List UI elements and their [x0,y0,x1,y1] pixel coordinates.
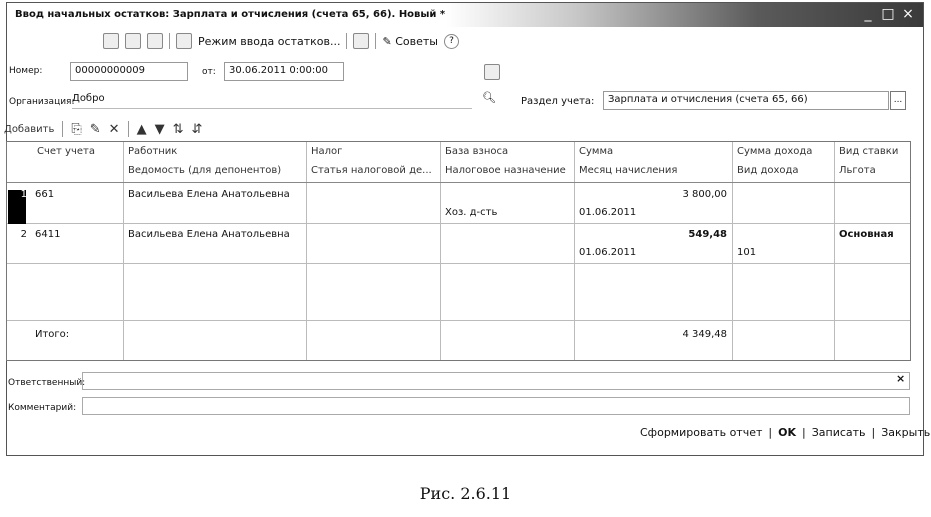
row-number: 1 [20,189,27,200]
row-tax-purpose[interactable]: Хоз. д-сть [445,207,498,218]
header-tax-article[interactable]: Статья налоговой де... [311,165,432,176]
row-amount[interactable]: 549,48 [688,229,727,240]
copy-icon[interactable] [103,33,119,49]
maximize-button[interactable]: □ [881,6,895,22]
close-button[interactable]: × [902,6,914,22]
organization-field[interactable]: Добро [72,93,472,109]
toolbar-separator [128,121,129,137]
row-worker[interactable]: Васильева Елена Анатольевна [128,229,290,240]
responsible-field[interactable] [82,372,910,390]
header-worker[interactable]: Работник [128,146,178,157]
sort-asc-icon[interactable]: ⇅ [172,121,184,137]
close-form-button[interactable]: Закрыть [881,426,931,439]
select-button[interactable]: ... [890,91,906,110]
header-month[interactable]: Месяц начисления [579,165,678,176]
save-button[interactable]: Записать [811,426,866,439]
row-income-type[interactable]: 101 [737,247,757,258]
row-worker[interactable]: Васильева Елена Анатольевна [128,189,290,200]
toolbar-separator [375,33,376,49]
total-value: 4 349,48 [682,329,727,340]
toolbar-separator [62,121,63,137]
ok-button[interactable]: OK [778,426,796,439]
separator: | [801,426,806,439]
header-rate-type[interactable]: Вид ставки [839,146,899,157]
header-account[interactable]: Счет учета [37,146,95,157]
move-up-icon[interactable]: ▲ [136,121,147,137]
search-icon[interactable]: 🔍︎ [482,91,496,104]
copy-row-icon[interactable]: ⎘ [71,121,82,137]
move-down-icon[interactable]: ▼ [154,121,165,137]
toolbar-separator [169,33,170,49]
list-icon[interactable] [353,33,369,49]
structure-icon[interactable] [147,33,163,49]
minimize-button[interactable]: _ [864,6,872,22]
row-number: 2 [20,229,27,240]
sort-icon[interactable] [176,33,192,49]
date-field[interactable]: 30.06.2011 0:00:00 [224,62,344,81]
calendar-icon[interactable] [484,64,500,80]
table-toolbar [4,119,202,139]
row-month[interactable]: 01.06.2011 [579,247,637,258]
comment-field[interactable] [82,397,910,415]
figure-caption: Рис. 2.6.11 [419,484,512,503]
separator: | [871,426,876,439]
row-account[interactable]: 661 [35,189,55,200]
row-month[interactable]: 01.06.2011 [579,207,637,218]
responsible-label: Ответственный: [8,378,86,388]
help-button[interactable]: ? [444,34,459,49]
separator: | [768,426,773,439]
header-amount[interactable]: Сумма [579,146,614,157]
print-icon[interactable] [125,33,141,49]
tips-button[interactable]: ✎ Советы [382,34,438,48]
section-label: Раздел учета: [521,96,595,107]
header-statement[interactable]: Ведомость (для депонентов) [128,165,282,176]
date-label: от: [202,67,216,77]
sort-desc-icon[interactable]: ⇵ [191,121,203,137]
delete-icon[interactable]: ✕ [108,121,120,137]
header-income-amount[interactable]: Сумма дохода [737,146,813,157]
window-title: Ввод начальных остатков: Зарплата и отчисления (счета 65, 66). Новый * [15,9,446,20]
row-rate-type[interactable]: Основная [839,229,894,240]
header-tax-purpose[interactable]: Налоговое назначение [445,165,566,176]
toolbar-separator [346,33,347,49]
comment-label: Комментарий: [8,403,77,413]
input-mode-button[interactable]: Режим ввода остатков... [198,34,341,48]
data-table [6,141,911,361]
clear-icon[interactable]: × [896,372,906,385]
edit-icon[interactable]: ✎ [89,121,101,137]
row-amount[interactable]: 3 800,00 [682,189,727,200]
number-field[interactable]: 00000000009 [70,62,188,81]
header-base[interactable]: База взноса [445,146,509,157]
tips-button-label: Советы [395,34,438,48]
number-label: Номер: [9,66,43,76]
main-toolbar [103,30,459,52]
header-benefit[interactable]: Льгота [839,165,876,176]
generate-report-button[interactable]: Сформировать отчет [640,426,763,439]
organization-label: Организация: [9,97,75,107]
total-label: Итого: [35,329,70,340]
row-account[interactable]: 6411 [35,229,61,240]
section-field[interactable]: Зарплата и отчисления (счета 65, 66) [603,91,889,110]
header-income-type[interactable]: Вид дохода [737,165,799,176]
bottom-action-bar [640,426,930,439]
title-bar [7,3,923,27]
header-tax[interactable]: Налог [311,146,343,157]
add-button[interactable]: Добавить [4,123,55,135]
